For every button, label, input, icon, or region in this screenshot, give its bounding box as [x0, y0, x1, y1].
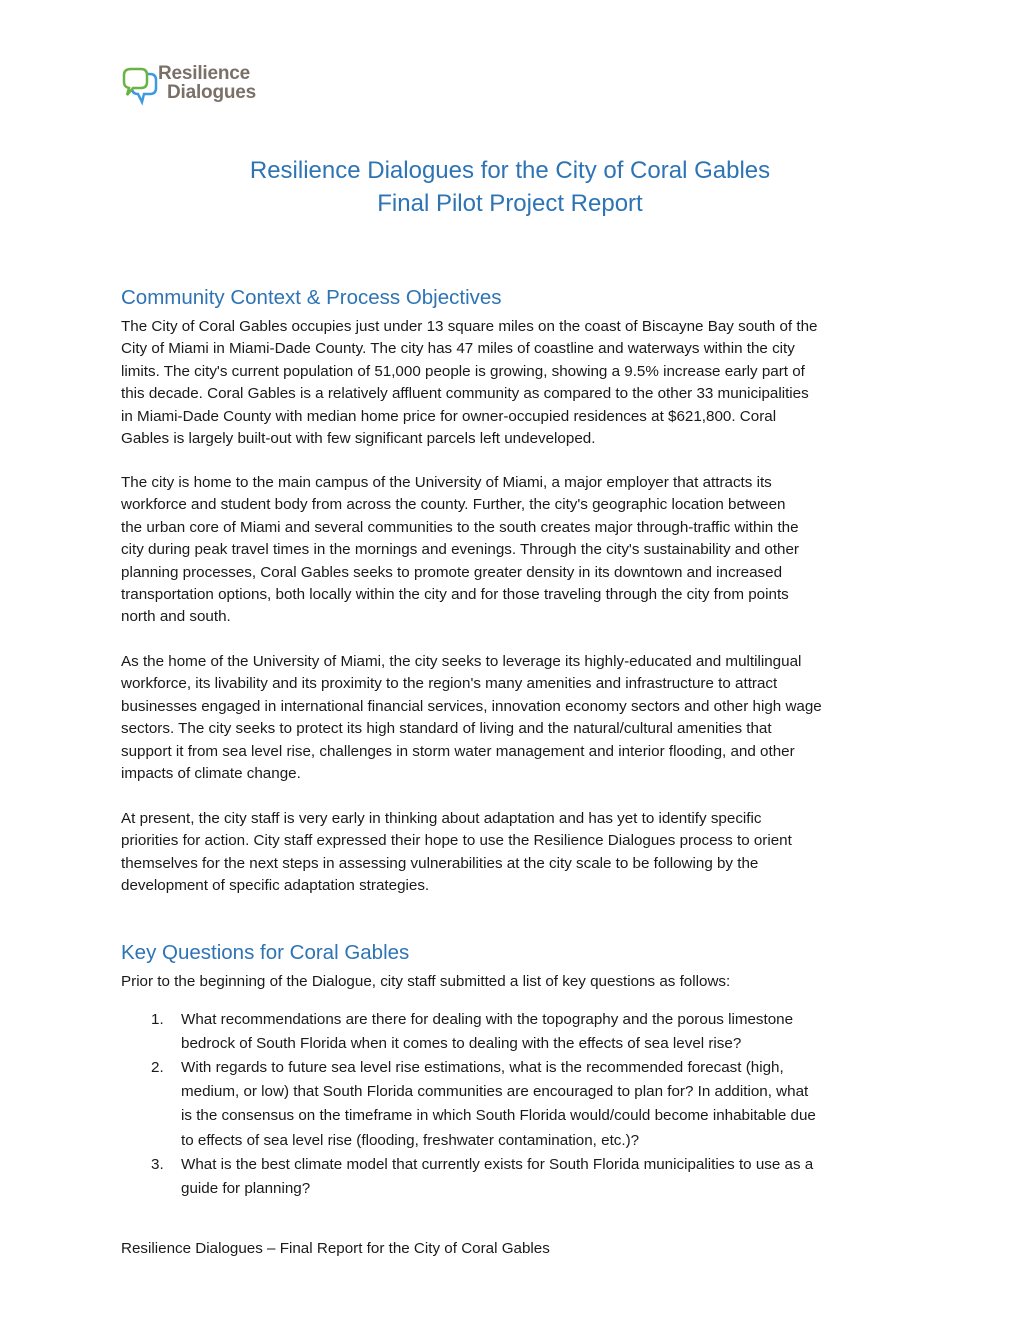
paragraph-line: City of Miami in Miami-Dade County. The city has 47 miles of coastline and waterways within the city	[121, 340, 795, 358]
paragraph-line: development of specific adaptation strategies.	[121, 877, 430, 895]
list-item-number: 2.	[151, 1059, 164, 1076]
list-item-number: 3.	[151, 1156, 164, 1173]
list-item-line: medium, or low) that South Florida communities are encouraged to plan for? In addition, what	[181, 1083, 809, 1101]
paragraph-line: workforce, its livability and its proximity to the region's many amenities and infrastructure to attract	[121, 675, 778, 693]
list-item-line: What is the best climate model that currently exists for South Florida municipalities to use as a	[181, 1156, 814, 1173]
paragraph-line: impacts of climate change.	[121, 765, 301, 783]
list-item-line: bedrock of South Florida when it comes to dealing with the effects of sea level rise?	[181, 1035, 742, 1053]
paragraph-line: limits. The city's current population of 51,000 people is growing, showing a 9.5% increase early part of	[121, 362, 805, 380]
paragraph-line: the urban core of Miami and several communities to the south creates major through-traffic within the	[121, 518, 799, 536]
title-line2: Final Pilot Project Report	[377, 190, 643, 217]
list-item-line: to effects of sea level rise (flooding, freshwater contamination, etc.)?	[181, 1131, 640, 1149]
paragraph-1	[121, 316, 817, 450]
paragraph-line: planning processes, Coral Gables seeks to promote greater density in its downtown and increased	[121, 563, 783, 581]
paragraph-line: priorities for action. City staff expressed their hope to use the Resilience Dialogues process to orient	[121, 832, 792, 850]
list-item-line: is the consensus on the timeframe in which South Florida would/could become inhabitable due	[181, 1107, 816, 1125]
paragraph-line: As the home of the University of Miami, the city seeks to leverage its highly-educated and multilingual	[121, 653, 802, 670]
paragraph-line: businesses engaged in international financial services, innovation economy sectors and other high wage	[121, 697, 822, 715]
page-footer: Resilience Dialogues – Final Report for the City of Coral Gables	[121, 1240, 550, 1257]
title-line1: Resilience Dialogues for the City of Coral Gables	[249, 157, 771, 184]
speech-bubbles-icon	[122, 66, 160, 106]
paragraph-line: workforce and student body from across the county. Further, the city's geographic location between	[121, 496, 786, 514]
paragraph-line: this decade. Coral Gables is a relatively affluent community as compared to the other 33 municipalities	[121, 385, 809, 403]
paragraph-line: At present, the city staff is very early in thinking about adaptation and has yet to identify specific	[121, 810, 762, 827]
paragraph-line: Gables is largely built-out with few significant parcels left undeveloped.	[121, 430, 596, 448]
paragraph-line: The city is home to the main campus of the University of Miami, a major employer that attracts its	[121, 474, 772, 491]
paragraph-2	[121, 472, 799, 629]
paragraph-line: sectors. The city seeks to protect its high standard of living and the natural/cultural amenities that	[121, 720, 772, 738]
list-item-line: With regards to future sea level rise estimations, what is the recommended forecast (high,	[181, 1059, 784, 1076]
list-item-line: What recommendations are there for dealing with the topography and the porous limestone	[181, 1011, 794, 1028]
paragraph-line: transportation options, both locally within the city and for those traveling through the city from points	[121, 586, 789, 604]
paragraph-line: city during peak travel times in the mornings and evenings. Through the city's sustainability and other	[121, 541, 799, 559]
questions-intro: Prior to the beginning of the Dialogue, city staff submitted a list of key questions as follows:	[121, 973, 731, 990]
logo	[122, 64, 282, 108]
logo-text-line1: Resilience	[158, 63, 250, 84]
paragraph-4	[121, 808, 792, 898]
section-heading-key-questions: Key Questions for Coral Gables	[121, 941, 410, 964]
paragraph-line: The City of Coral Gables occupies just under 13 square miles on the coast of Biscayne Bay south of the	[121, 318, 818, 335]
document-title	[0, 154, 1020, 220]
list-item-line: guide for planning?	[181, 1180, 311, 1198]
logo-text-line2: Dialogues	[167, 82, 256, 103]
paragraph-line: support it from sea level rise, challenges in storm water management and interior flooding, and other	[121, 742, 795, 760]
section-heading-community-context: Community Context & Process Objectives	[121, 286, 502, 309]
list-item-number: 1.	[151, 1011, 164, 1028]
paragraph-3	[121, 651, 822, 785]
paragraph-line: north and south.	[121, 608, 231, 626]
paragraph-line: themselves for the next steps in assessing vulnerabilities at the city scale to be following by the	[121, 854, 759, 872]
paragraph-line: in Miami-Dade County with median home price for owner-occupied residences at $621,800. Coral	[121, 407, 777, 425]
